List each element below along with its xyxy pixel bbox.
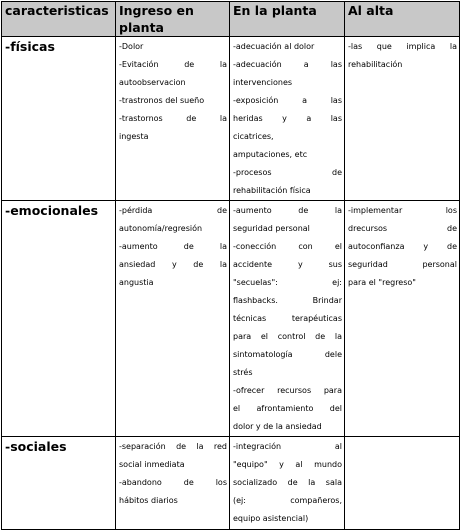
cell-text-line: para el control de la xyxy=(233,332,342,341)
cell-text-line: heridas y a las xyxy=(233,114,342,123)
cell-text-line: -las que implica la xyxy=(348,42,457,51)
cell-text-line: -adecuación a las xyxy=(233,60,342,69)
cell-text-line: rehabilitación física xyxy=(233,186,311,195)
cell-text-line: -procesos de xyxy=(233,168,342,177)
cell-text-line: -Dolor xyxy=(119,42,144,51)
category-fisicas: -físicas xyxy=(2,37,116,201)
cell-text-line: (ej: compañeros, xyxy=(233,496,342,505)
cell-text-line: -pérdida de xyxy=(119,206,227,215)
table-row-emocionales xyxy=(2,201,460,437)
cell-text-line: flashbacks. Brindar xyxy=(233,296,342,305)
cell-text-line: -abandono de los xyxy=(119,478,227,487)
cell-fisicas-ingreso xyxy=(116,37,230,201)
cell-text-line: socializado de la sala xyxy=(233,478,342,487)
cell-text-line: social inmediata xyxy=(119,460,185,469)
cell-text-line: angustia xyxy=(119,278,154,287)
cell-text-line: -aumento de la xyxy=(233,206,342,215)
cell-text-line: ansiedad y de la xyxy=(119,260,227,269)
cell-text-line: seguridad personal xyxy=(348,260,457,269)
characteristics-table xyxy=(1,1,460,530)
cell-text-line: drecursos de xyxy=(348,224,457,233)
cell-text-line: -integración al xyxy=(233,442,342,451)
cell-text-line: strés xyxy=(233,368,253,377)
cell-text-line: -implementar los xyxy=(348,206,457,215)
cell-text-line: hábitos diarios xyxy=(119,496,178,505)
cell-text-line: el afrontamiento del xyxy=(233,404,342,413)
cell-text-line: autoconfianza y de xyxy=(348,242,457,251)
cell-text-line: -ofrecer recursos para xyxy=(233,386,342,395)
cell-text-line: accidente y sus xyxy=(233,260,342,269)
cell-text-line: equipo asistencial) xyxy=(233,514,309,523)
cell-text-line: dolor y de la ansiedad xyxy=(233,422,322,431)
cell-emocionales-alta xyxy=(345,201,460,437)
cell-text-line: cicatrices, xyxy=(233,132,274,141)
cell-emocionales-planta xyxy=(230,201,345,437)
header-al-alta: Al alta xyxy=(345,2,460,37)
cell-text-line: -exposición a las xyxy=(233,96,342,105)
cell-text-line: -trastronos del sueño xyxy=(119,96,205,105)
cell-text-line: ingesta xyxy=(119,132,149,141)
cell-text-line: -trastornos de la xyxy=(119,114,227,123)
cell-text-line: intervenciones xyxy=(233,78,293,87)
cell-text-line: seguridad personal xyxy=(233,224,310,233)
cell-text-line: "equipo" y al mundo xyxy=(233,460,342,469)
cell-fisicas-alta xyxy=(345,37,460,201)
cell-text-line: -adecuación al dolor xyxy=(233,42,315,51)
cell-text-line: -Evitación de la xyxy=(119,60,227,69)
cell-text-line: para el "regreso" xyxy=(348,278,416,287)
header-ingreso-en-planta: Ingreso en planta xyxy=(116,2,230,37)
table-row-fisicas xyxy=(2,37,460,201)
header-row xyxy=(2,2,460,37)
cell-text-line: -conección con el xyxy=(233,242,342,251)
header-caracteristicas: caracteristicas xyxy=(2,2,116,37)
category-emocionales: -emocionales xyxy=(2,201,116,437)
cell-text-line: técnicas terapéuticas xyxy=(233,314,342,323)
cell-text-line: "secuelas": ej: xyxy=(233,278,342,287)
cell-emocionales-ingreso xyxy=(116,201,230,437)
header-en-la-planta: En la planta xyxy=(230,2,345,37)
cell-text-line: autoobservacion xyxy=(119,78,186,87)
cell-text-line: -separación de la red xyxy=(119,442,227,451)
cell-text-line: sintomatología dele xyxy=(233,350,342,359)
cell-sociales-ingreso xyxy=(116,437,230,530)
cell-text-line: autonomía/regresión xyxy=(119,224,203,233)
cell-text-line: rehabilitación xyxy=(348,60,403,69)
category-sociales: -sociales xyxy=(2,437,116,530)
cell-sociales-alta xyxy=(345,437,460,530)
cell-fisicas-planta xyxy=(230,37,345,201)
cell-text-line: -aumento de la xyxy=(119,242,227,251)
cell-sociales-planta xyxy=(230,437,345,530)
table-row-sociales xyxy=(2,437,460,530)
cell-text-line: amputaciones, etc xyxy=(233,150,308,159)
